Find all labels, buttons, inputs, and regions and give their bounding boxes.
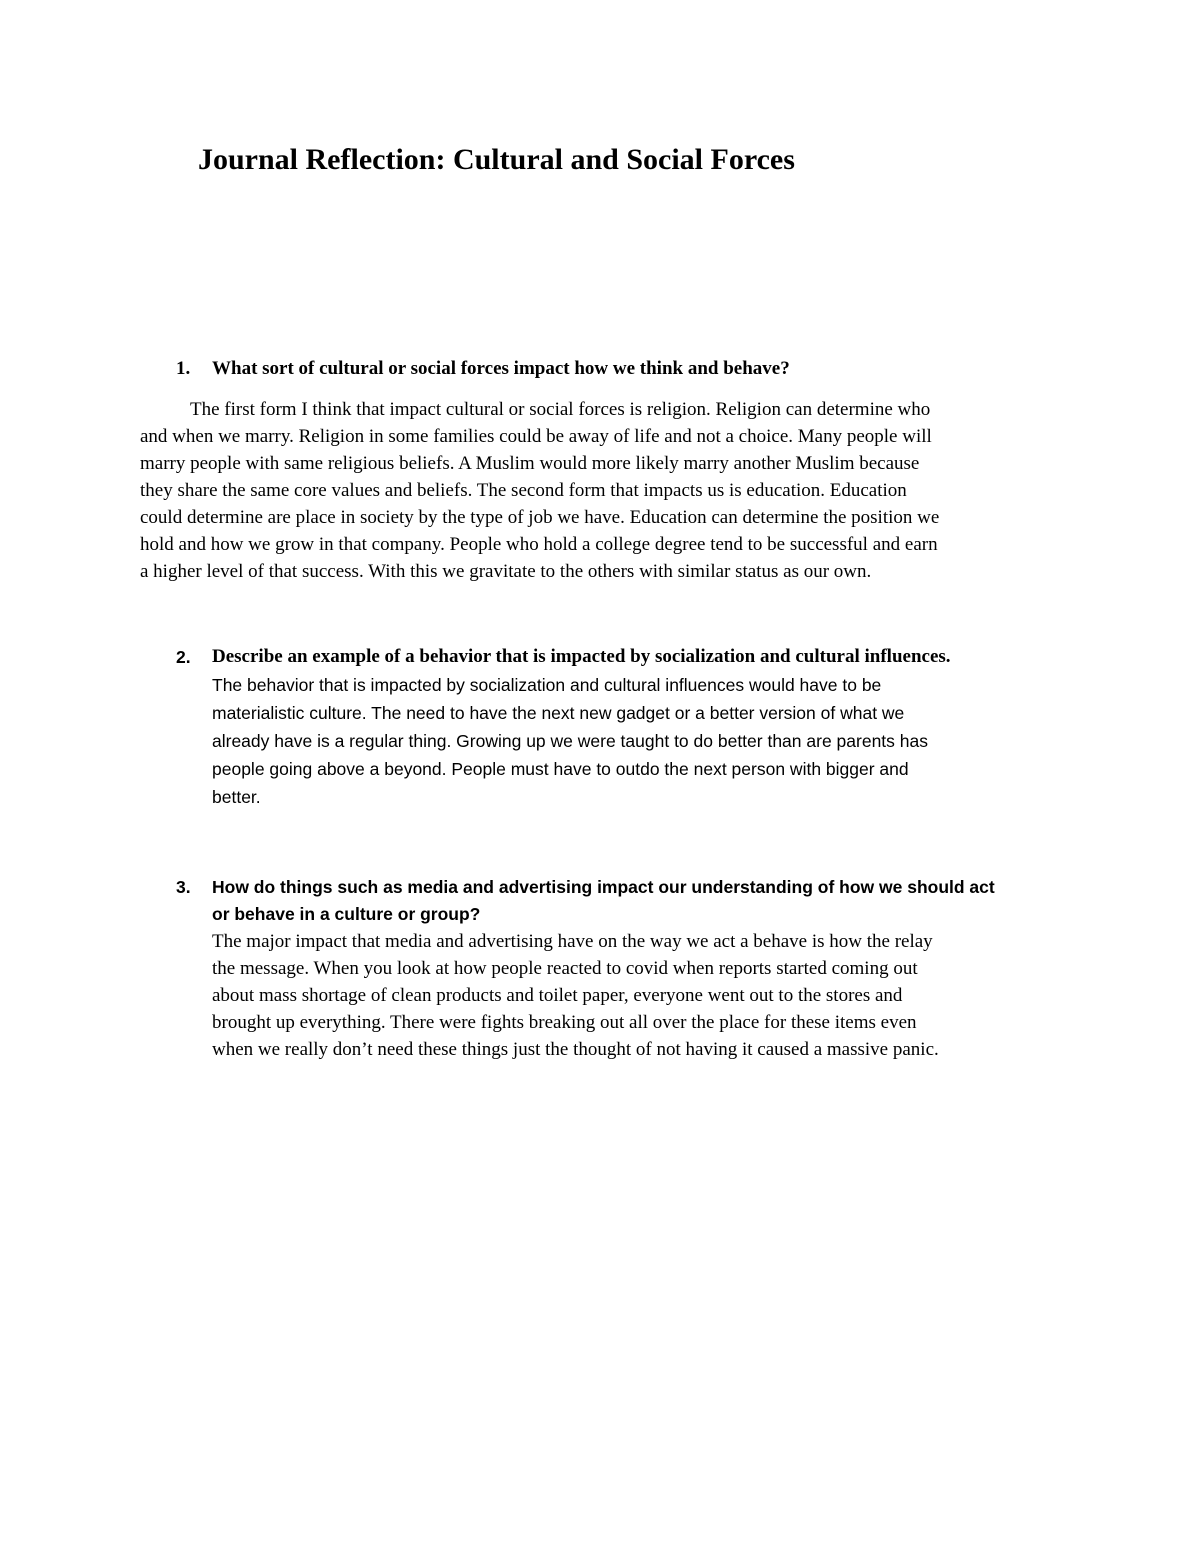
heading-line: or behave in a culture or group? — [212, 904, 481, 924]
answer-line: when we really don’t need these things just the thought of not having it caused a massive panic. — [212, 1039, 939, 1060]
answer-line: they share the same core values and beliefs. The second form that impacts us is education. Education — [140, 480, 907, 501]
question-3-number: 3. — [176, 877, 191, 897]
question-3-answer — [212, 928, 1092, 1063]
answer-line: could determine are place in society by the type of job we have. Education can determine the position we — [140, 507, 940, 528]
question-3-heading — [212, 874, 1092, 928]
answer-line: materialistic culture. The need to have the next new gadget or a better version of what we — [212, 703, 905, 723]
question-1-heading: What sort of cultural or social forces impact how we think and behave? — [212, 358, 790, 379]
question-2-number: 2. — [176, 647, 191, 667]
answer-line: better. — [212, 787, 261, 807]
question-1-number: 1. — [176, 358, 191, 379]
question-2-answer — [212, 671, 1072, 811]
answer-line: people going above a beyond. People must have to outdo the next person with bigger and — [212, 759, 909, 779]
heading-line: How do things such as media and advertising impact our understanding of how we should act — [212, 877, 995, 897]
answer-line: the message. When you look at how people reacted to covid when reports started coming out — [212, 958, 918, 979]
answer-line: about mass shortage of clean products and toilet paper, everyone went out to the stores and — [212, 985, 903, 1006]
answer-line: a higher level of that success. With this we gravitate to the others with similar status as our own. — [140, 561, 872, 582]
answer-line: The behavior that is impacted by socialization and cultural influences would have to be — [212, 675, 882, 695]
question-1-answer — [140, 396, 1060, 585]
answer-line: The first form I think that impact cultural or social forces is religion. Religion can determine who — [190, 399, 931, 420]
document-title: Journal Reflection: Cultural and Social Forces — [198, 143, 795, 176]
answer-line: The major impact that media and advertising have on the way we act a behave is how the relay — [212, 931, 933, 952]
answer-line: hold and how we grow in that company. People who hold a college degree tend to be successful and earn — [140, 534, 938, 555]
answer-line: marry people with same religious beliefs. A Muslim would more likely marry another Muslim because — [140, 453, 920, 474]
answer-line: and when we marry. Religion in some families could be away of life and not a choice. Many people will — [140, 426, 932, 447]
answer-line: already have is a regular thing. Growing up we were taught to do better than are parents has — [212, 731, 928, 751]
answer-line: brought up everything. There were fights breaking out all over the place for these items even — [212, 1012, 917, 1033]
question-2-heading: Describe an example of a behavior that is impacted by socialization and cultural influences. — [212, 646, 951, 667]
